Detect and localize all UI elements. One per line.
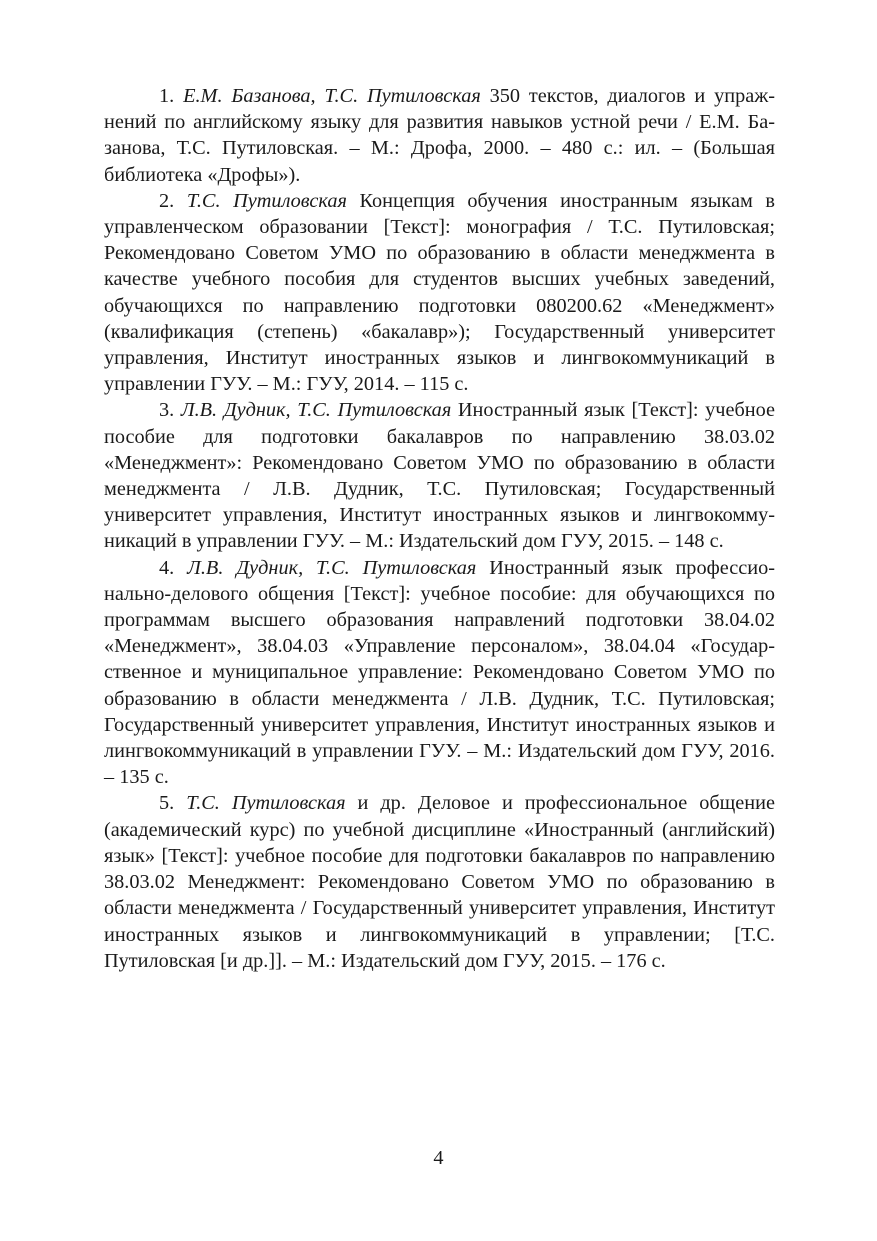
reference-authors: Т.С. Путиловская bbox=[186, 792, 346, 815]
reference-item-1 bbox=[104, 83, 775, 188]
reference-text: Концепция обучения иностранным языкам в управленческом образовании [Текст]: монография / Т.С. Путиловская; Рекомендовано Советом УМО по образованию в области менеджмента в качестве учебного пособия для студентов высших учебных заведений, обучающихся по направлению подготовки 080200.62 «Менеджмент» (квалификация (степень) «бакалавр»); Государственный университет управления, Институт иностранных языков и лингвокоммуникаций в управлении ГУУ. – М.: ГУУ, 2014. – 115 с. bbox=[104, 189, 775, 396]
reference-list bbox=[104, 83, 775, 974]
reference-authors: Л.В. Дудник, Т.С. Путиловская bbox=[187, 556, 477, 579]
reference-text: Иностранный язык [Текст]: учебное пособие для подготовки бакалавров по направлению 38.03.02 «Менеджмент»: Рекомендовано Советом УМО по образованию в области менеджмента / Л.В. Дудник, Т.С. Путиловская; Государственный университет управления, Институт иностранных языков и лингвокоммуникаций в управлении ГУУ. – М.: Издательский дом ГУУ, 2015. – 148 с. bbox=[104, 399, 776, 553]
reference-authors: Л.В. Дудник, Т.С. Путиловская bbox=[180, 399, 452, 422]
reference-number: 4. bbox=[159, 556, 175, 579]
reference-number: 2. bbox=[159, 189, 175, 212]
reference-item-3 bbox=[104, 397, 775, 554]
reference-number: 3. bbox=[159, 399, 175, 422]
reference-text: Иностранный язык профессионально-делового общения [Текст]: учебное пособие: для обучающихся по программам высшего образования направлений подготовки 38.04.02 «Менеджмент», 38.04.03 «Управление персоналом», 38.04.04 «Государственное и муниципальное управление: Рекомендовано Советом УМО по образованию в области менеджмента / Л.В. Дудник, Т.С. Путиловская; Государственный университет управления, Институт иностранных языков и лингвокоммуникаций в управлении ГУУ. – М.: Издательский дом ГУУ, 2016. – 135 с. bbox=[104, 556, 776, 789]
reference-item-4 bbox=[104, 555, 775, 791]
reference-number: 1. bbox=[159, 85, 175, 107]
reference-item-5 bbox=[104, 790, 775, 973]
reference-authors: Е.М. Базанова, Т.С. Путиловская bbox=[183, 85, 481, 107]
reference-number: 5. bbox=[159, 792, 175, 815]
reference-item-2 bbox=[104, 188, 775, 398]
reference-text: и др. Деловое и профессиональное общение (академический курс) по учебной дисциплине «Иностранный (английский) язык» [Текст]: учебное пособие для подготовки бакалавров по направлению 38.03.02 Менеджмент: Рекомендовано Советом УМО по образованию в области менеджмента / Государственный университет управления, Институт иностранных языков и лингвокоммуникаций в управлении; [Т.С. Путиловская [и др.]]. – М.: Издательский дом ГУУ, 2015. – 176 с. bbox=[104, 792, 775, 972]
reference-text: 350 текстов, диалогов и упражнений по английскому языку для развития навыков устной речи / Е.М. Базанова, Т.С. Путиловская. – М.: Дрофа, 2000. – 480 с.: ил. – (Большая библиотека «Дрофы»). bbox=[104, 85, 776, 186]
reference-authors: Т.С. Путиловская bbox=[186, 189, 347, 212]
page-number: 4 bbox=[433, 1147, 444, 1169]
